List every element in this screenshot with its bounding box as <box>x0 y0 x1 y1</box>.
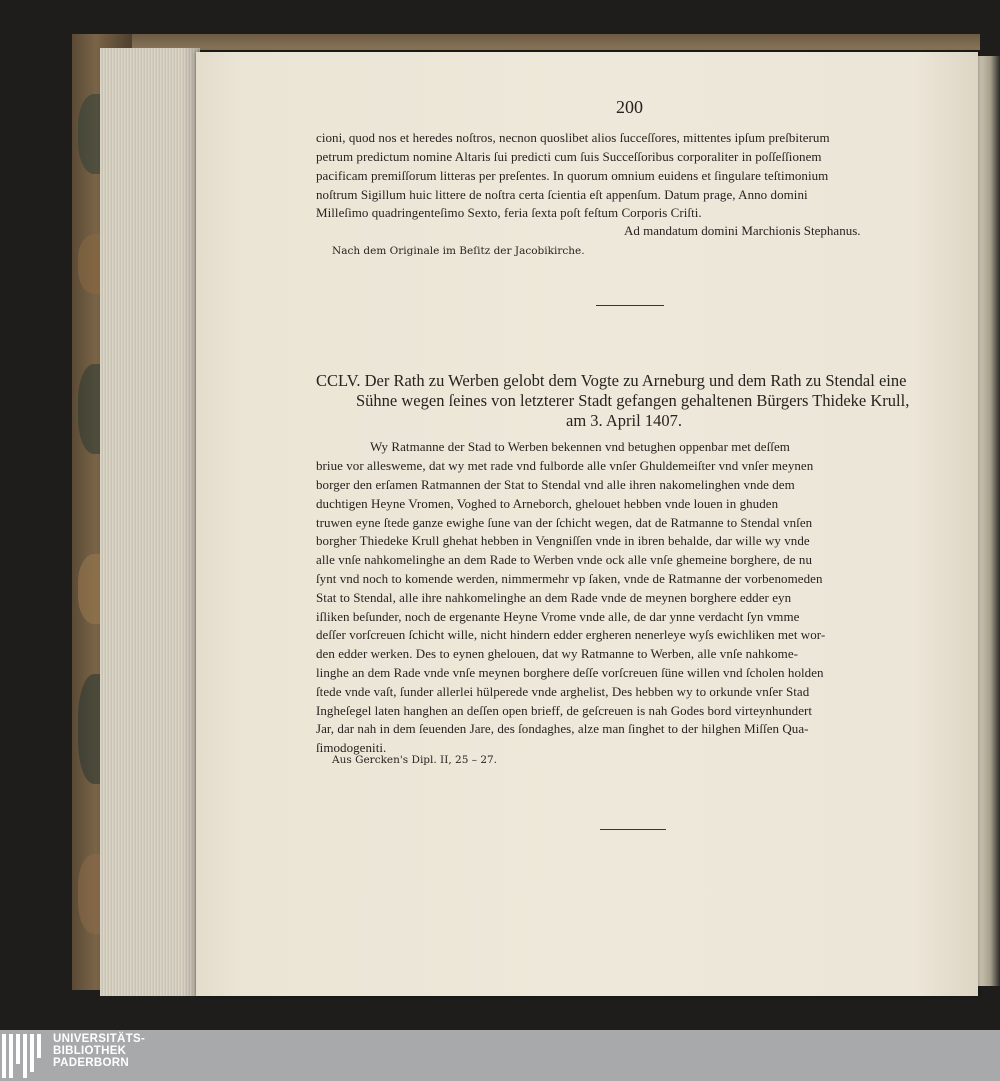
section-divider <box>596 305 664 306</box>
text-line: den edder werken. Des to eynen ghelouen, dat wy Ratmanne to Werben, alle vnſe nahkome- <box>316 646 799 661</box>
source-note: Nach dem Originale im Beſitz der Jacobikirche. <box>332 245 585 257</box>
text-line: Jar, dar nah in dem ſeuenden Jare, des ſondaghes, alze man ſinghet to der hilghen Miſſen Qua- <box>316 721 809 736</box>
section-divider <box>600 829 666 830</box>
document-heading-line: am 3. April 1407. <box>566 411 682 430</box>
text-line: noſtrum Sigillum huic littere de noſtra certa ſcientia eſt appenſum. Datum prage, Anno domini <box>316 187 808 202</box>
footer-label: PADERBORN <box>53 1057 129 1069</box>
text-line: iſliken beſunder, noch de ergenante Heyne Vrome vnde alle, de dar ynne verdacht ſyn vmme <box>316 609 800 624</box>
library-logo-icon <box>0 1034 46 1078</box>
text-line: deſſer vorſcreuen ſchicht wille, nicht hindern edder ergheren nenerleye wyſs ewichliken met wor- <box>316 627 826 642</box>
text-line: alle vnſe nahkomelinghe an dem Rade to Werben vnde ock alle vnſe ghemeine borghere, de nu <box>316 552 813 567</box>
text-line: Ingheſegel laten hanghen an deſſen open brieff, de geſcreuen is nah Godes bord virteynhundert <box>316 703 813 718</box>
text-line: borgher Thiedeke Krull ghehat hebben in Vengniſſen vnde in ibren behalde, dar wille wy vnde <box>316 533 810 548</box>
text-line: Stat to Stendal, alle ihre nahkomelinghe an dem Rade vnde de meynen borghere edder eyn <box>316 590 792 605</box>
footer-label: BIBLIOTHEK <box>53 1045 127 1057</box>
library-footer-bar <box>0 1030 1000 1081</box>
text-line: ſimodogeniti. <box>316 740 387 755</box>
text-line: briue vor allesweme, dat wy met rade vnd fulborde alle vnſer Ghuldemeiſter vnd vnſer meynen <box>316 458 814 473</box>
book-cover-top <box>80 34 980 50</box>
text-line: linghe an dem Rade vnde vnſe meynen borghere deſſe vorſcreuen ſüne willen vnd ſcholen holden <box>316 665 824 680</box>
document-heading-line: Sühne wegen ſeines von letzterer Stadt gefangen gehaltenen Bürgers Thideke Krull, <box>356 391 910 410</box>
page-number: 200 <box>616 97 643 117</box>
text-line: cioni, quod nos et heredes noſtros, necnon quoslibet alios ſucceſſores, mittentes ipſum preſbiterum <box>316 130 830 145</box>
text-line: Wy Ratmanne der Stad to Werben bekennen vnd betughen oppenbar met deſſem <box>370 439 790 454</box>
document-heading-line: CCLV. Der Rath zu Werben gelobt dem Vogte zu Arneburg und dem Rath zu Stendal eine <box>316 371 907 390</box>
source-note: Aus Gercken's Dipl. II, 25 – 27. <box>332 754 498 766</box>
text-line: pacificam premiſſorum litteras per preſentes. In quorum omnium euidens et ſingulare teſtimonium <box>316 168 829 183</box>
footer-label: UNIVERSITÄTS- <box>53 1033 146 1045</box>
text-line: ſtede vnde vaſt, ſunder allerlei hülperede vnde arghelist, Des hebben wy to orkunde vnſer Stad <box>316 684 810 699</box>
text-line: petrum predictum nomine Altaris ſui predicti cum ſuis Succeſſoribus corporaliter in poſſeſſionem <box>316 149 822 164</box>
text-line: borger den erſamen Ratmannen der Stat to Stendal vnd alle ihren nakomelinghen vnde dem <box>316 477 795 492</box>
signature: Ad mandatum domini Marchionis Stephanus. <box>624 223 861 238</box>
page-edge-right <box>976 56 1000 986</box>
text-line: Milleſimo quadringenteſimo Sexto, feria ſexta poſt feſtum Corporis Criſti. <box>316 205 702 220</box>
text-line: duchtigen Heyne Vromen, Voghed to Arneborch, ghelouet hebben vnde louen in ghuden <box>316 496 779 511</box>
text-line: ſynt vnd noch to komende werden, nimmermehr vp ſaken, vnde de Ratmanne der vorbenomeden <box>316 571 823 586</box>
text-line: truwen eyne ſtede ganze ewighe ſune van der ſchicht wegen, dat de Ratmanne to Stendal vnſen <box>316 515 813 530</box>
page-stack <box>100 48 200 996</box>
